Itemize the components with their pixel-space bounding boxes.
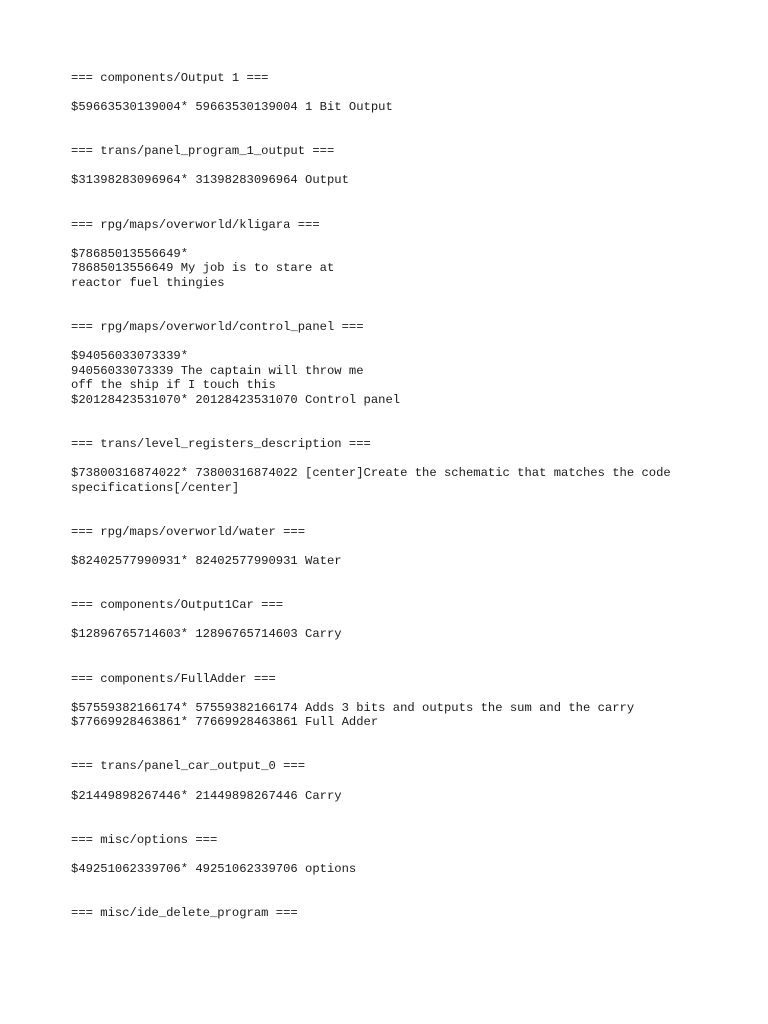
section-heading: === components/Output1Car === xyxy=(71,598,284,613)
section-heading: === rpg/maps/overworld/water === xyxy=(71,524,306,539)
entry-line: $21449898267446* 21449898267446 Carry xyxy=(71,788,342,803)
section-output1car xyxy=(71,598,751,642)
section-heading: === components/FullAdder === xyxy=(71,671,276,686)
entry-list xyxy=(71,247,751,291)
entry-list xyxy=(71,466,751,495)
section-kligara xyxy=(71,218,751,291)
entry-list xyxy=(71,862,751,877)
entry-list xyxy=(71,789,751,804)
entry-list xyxy=(71,100,751,115)
section-ide-delete-program xyxy=(71,906,751,921)
entry-line: $82402577990931* 82402577990931 Water xyxy=(71,554,342,569)
entry-line: $31398283096964* 31398283096964 Output xyxy=(71,173,349,188)
entry-line: $57559382166174* 57559382166174 Adds 3 bits and outputs the sum and the carry xyxy=(71,700,635,715)
section-heading: === misc/options === xyxy=(71,832,218,847)
section-heading: === misc/ide_delete_program === xyxy=(71,905,298,920)
section-water xyxy=(71,525,751,569)
document-page xyxy=(71,71,751,921)
section-heading: === components/Output 1 === xyxy=(71,71,269,85)
entry-line: $49251062339706* 49251062339706 options xyxy=(71,861,357,876)
section-control-panel xyxy=(71,320,751,408)
section-heading: === trans/panel_program_1_output === xyxy=(71,144,335,159)
section-output-1 xyxy=(71,71,751,115)
entry-line: $77669928463861* 77669928463861 Full Adder xyxy=(71,715,379,730)
section-heading: === rpg/maps/overworld/kligara === xyxy=(71,217,320,232)
entry-list xyxy=(71,173,751,188)
entry-list xyxy=(71,701,751,730)
section-heading: === trans/panel_car_output_0 === xyxy=(71,759,306,774)
entry-line: $59663530139004* 59663530139004 1 Bit Output xyxy=(71,100,393,115)
entry-list xyxy=(71,627,751,642)
entry-line: $73800316874022* 73800316874022 [center]Create the schematic that matches the code specifications[/center] xyxy=(71,466,671,495)
entry-list xyxy=(71,349,751,407)
entry-line: $20128423531070* 20128423531070 Control panel xyxy=(71,393,401,407)
section-panel-program-1-output xyxy=(71,144,751,188)
section-heading: === trans/level_registers_description === xyxy=(71,437,371,452)
entry-line: $12896765714603* 12896765714603 Carry xyxy=(71,627,342,642)
section-options xyxy=(71,833,751,877)
section-level-registers-description xyxy=(71,437,751,495)
section-panel-car-output-0 xyxy=(71,759,751,803)
section-heading: === rpg/maps/overworld/control_panel === xyxy=(71,320,364,335)
entry-line: $78685013556649* 78685013556649 My job is to stare at reactor fuel thingies xyxy=(71,246,335,290)
section-full-adder xyxy=(71,672,751,730)
entry-line: $94056033073339* 94056033073339 The captain will throw me off the ship if I touch this xyxy=(71,349,364,393)
entry-list xyxy=(71,554,751,569)
